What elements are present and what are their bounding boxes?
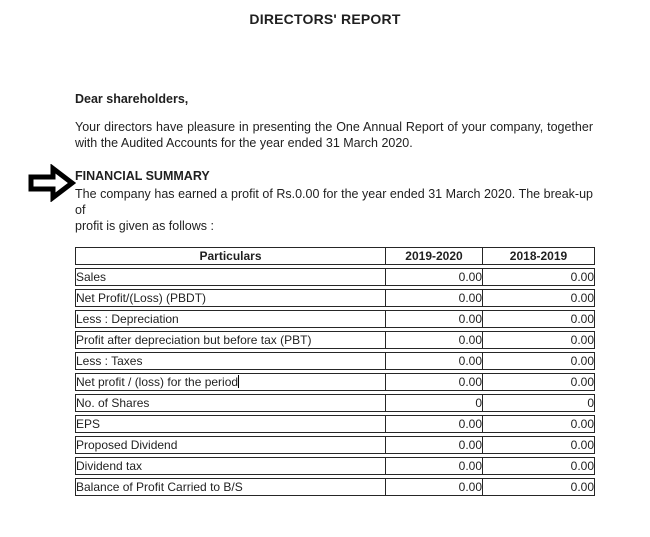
value-2019-2020-cell[interactable]: 0.00	[386, 310, 483, 328]
table-row	[75, 373, 595, 391]
value-2018-2019-cell[interactable]: 0.00	[483, 268, 595, 286]
salutation-text[interactable]: Dear shareholders,	[75, 92, 189, 106]
table-row	[75, 289, 595, 307]
particulars-cell[interactable]: Less : Taxes	[75, 352, 386, 370]
header-2019-2020[interactable]: 2019-2020	[386, 247, 483, 265]
particulars-cell[interactable]: Net Profit/(Loss) (PBDT)	[75, 289, 386, 307]
table-header-row	[75, 247, 595, 265]
header-2018-2019[interactable]: 2018-2019	[483, 247, 595, 265]
fs-line-2: profit is given as follows :	[75, 219, 214, 233]
value-2019-2020-cell[interactable]: 0.00	[386, 352, 483, 370]
value-2019-2020-cell[interactable]: 0.00	[386, 268, 483, 286]
value-2018-2019-cell[interactable]: 0.00	[483, 352, 595, 370]
value-2019-2020-cell[interactable]: 0.00	[386, 436, 483, 454]
table-row	[75, 352, 595, 370]
table-row	[75, 457, 595, 475]
value-2018-2019-cell[interactable]: 0.00	[483, 289, 595, 307]
value-2018-2019-cell[interactable]: 0.00	[483, 310, 595, 328]
value-2019-2020-cell[interactable]: 0.00	[386, 289, 483, 307]
table-row	[75, 436, 595, 454]
document-title[interactable]: DIRECTORS' REPORT	[249, 11, 401, 27]
particulars-cell[interactable]: Proposed Dividend	[75, 436, 386, 454]
value-2018-2019-cell[interactable]: 0.00	[483, 415, 595, 433]
table-row	[75, 268, 595, 286]
value-2018-2019-cell[interactable]: 0	[483, 394, 595, 412]
value-2019-2020-cell[interactable]: 0	[386, 394, 483, 412]
particulars-cell[interactable]: No. of Shares	[75, 394, 386, 412]
financial-summary-paragraph[interactable]	[75, 186, 593, 234]
value-2019-2020-cell[interactable]: 0.00	[386, 478, 483, 496]
particulars-cell[interactable]: Net profit / (loss) for the period	[75, 373, 386, 391]
financial-summary-heading[interactable]: FINANCIAL SUMMARY	[75, 169, 210, 183]
value-2018-2019-cell[interactable]: 0.00	[483, 373, 595, 391]
table-row	[75, 394, 595, 412]
value-2019-2020-cell[interactable]: 0.00	[386, 415, 483, 433]
table-row	[75, 331, 595, 349]
value-2019-2020-cell[interactable]: 0.00	[386, 373, 483, 391]
particulars-cell[interactable]: Dividend tax	[75, 457, 386, 475]
financial-table-body	[75, 268, 595, 496]
right-block-arrow-icon[interactable]	[27, 164, 76, 202]
header-particulars[interactable]: Particulars	[75, 247, 386, 265]
table-row	[75, 478, 595, 496]
financial-summary-table	[75, 244, 595, 499]
particulars-cell[interactable]: Profit after depreciation but before tax (PBT)	[75, 331, 386, 349]
particulars-cell[interactable]: Sales	[75, 268, 386, 286]
particulars-cell[interactable]: Balance of Profit Carried to B/S	[75, 478, 386, 496]
fs-line-1: The company has earned a profit of Rs.0.00 for the year ended 31 March 2020. The break-up of	[75, 187, 593, 217]
table-row	[75, 415, 595, 433]
value-2018-2019-cell[interactable]: 0.00	[483, 436, 595, 454]
value-2018-2019-cell[interactable]: 0.00	[483, 331, 595, 349]
intro-line-1: Your directors have pleasure in presenting the One Annual Report of your company, together	[75, 120, 593, 134]
intro-line-2: with the Audited Accounts for the year ended 31 March 2020.	[75, 136, 413, 150]
particulars-cell[interactable]: Less : Depreciation	[75, 310, 386, 328]
particulars-cell[interactable]: EPS	[75, 415, 386, 433]
value-2019-2020-cell[interactable]: 0.00	[386, 331, 483, 349]
intro-paragraph[interactable]	[75, 119, 593, 151]
table-row	[75, 310, 595, 328]
value-2018-2019-cell[interactable]: 0.00	[483, 457, 595, 475]
value-2019-2020-cell[interactable]: 0.00	[386, 457, 483, 475]
value-2018-2019-cell[interactable]: 0.00	[483, 478, 595, 496]
text-cursor	[238, 375, 239, 388]
